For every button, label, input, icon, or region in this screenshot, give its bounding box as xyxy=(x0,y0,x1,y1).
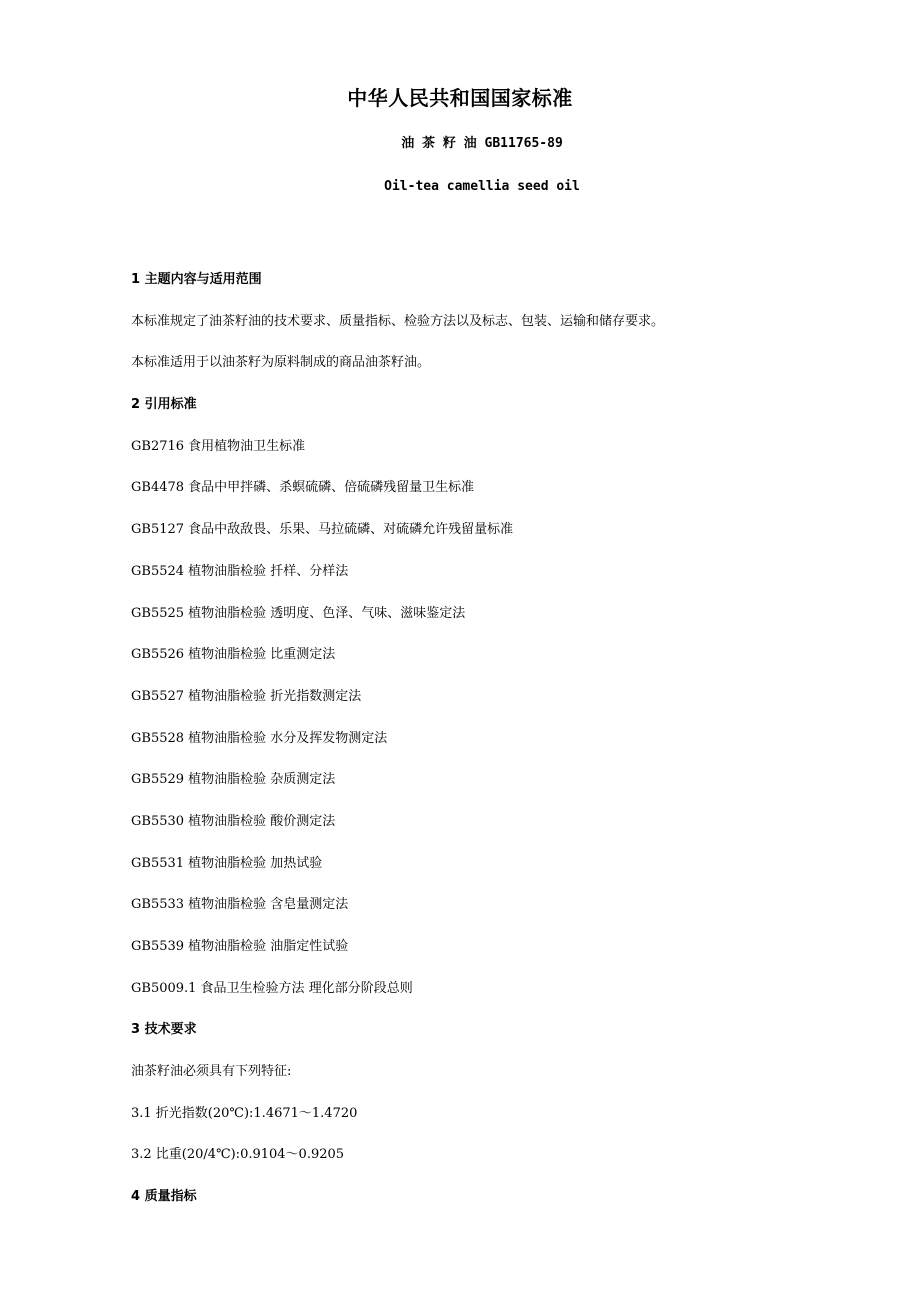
paragraph-line: GB5527 植物油脂检验 折光指数测定法 xyxy=(131,688,362,704)
paragraph-line: GB5531 植物油脂检验 加热试验 xyxy=(131,855,323,871)
section-heading: 2 引用标准 xyxy=(131,397,197,413)
section-heading: 3 技术要求 xyxy=(131,1022,197,1038)
document-subtitle: 油 茶 籽 油 GB11765-89 xyxy=(401,136,563,151)
paragraph-line: GB5009.1 食品卫生检验方法 理化部分阶段总则 xyxy=(131,980,413,996)
paragraph-line: GB5524 植物油脂检验 扦样、分样法 xyxy=(131,563,349,579)
paragraph-line: 本标准规定了油茶籽油的技术要求、质量指标、检验方法以及标志、包装、运输和储存要求。 xyxy=(131,313,665,329)
paragraph-line: 3.2 比重(20/4℃):0.9104～0.9205 xyxy=(131,1147,345,1163)
paragraph-line: GB5127 食品中敌敌畏、乐果、马拉硫磷、对硫磷允许残留量标准 xyxy=(131,522,514,538)
section-heading: 4 质量指标 xyxy=(131,1189,197,1205)
paragraph-line: 油茶籽油必须具有下列特征: xyxy=(131,1064,292,1080)
paragraph-line: GB5526 植物油脂检验 比重测定法 xyxy=(131,647,336,663)
paragraph-line: GB5539 植物油脂检验 油脂定性试验 xyxy=(131,939,349,954)
paragraph-line: GB5525 植物油脂检验 透明度、色泽、气味、滋味鉴定法 xyxy=(131,605,466,621)
paragraph-line: GB4478 食品中甲拌磷、杀螟硫磷、倍硫磷残留量卫生标准 xyxy=(131,480,475,496)
english-title: Oil-tea camellia seed oil xyxy=(384,179,580,194)
paragraph-line: GB5528 植物油脂检验 水分及挥发物测定法 xyxy=(131,730,388,746)
paragraph-line: 3.1 折光指数(20℃):1.4671～1.4720 xyxy=(131,1105,358,1121)
paragraph-line: GB5530 植物油脂检验 酸价测定法 xyxy=(131,813,336,829)
document-body xyxy=(131,270,891,1229)
paragraph-line: GB5529 植物油脂检验 杂质测定法 xyxy=(131,772,336,788)
paragraph-line: GB2716 食用植物油卫生标准 xyxy=(131,438,306,454)
paragraph-line: GB5533 植物油脂检验 含皂量测定法 xyxy=(131,897,349,913)
document-title: 中华人民共和国国家标准 xyxy=(347,86,573,110)
paragraph-line: 本标准适用于以油茶籽为原料制成的商品油茶籽油。 xyxy=(131,355,431,371)
section-heading: 1 主题内容与适用范围 xyxy=(131,272,262,287)
